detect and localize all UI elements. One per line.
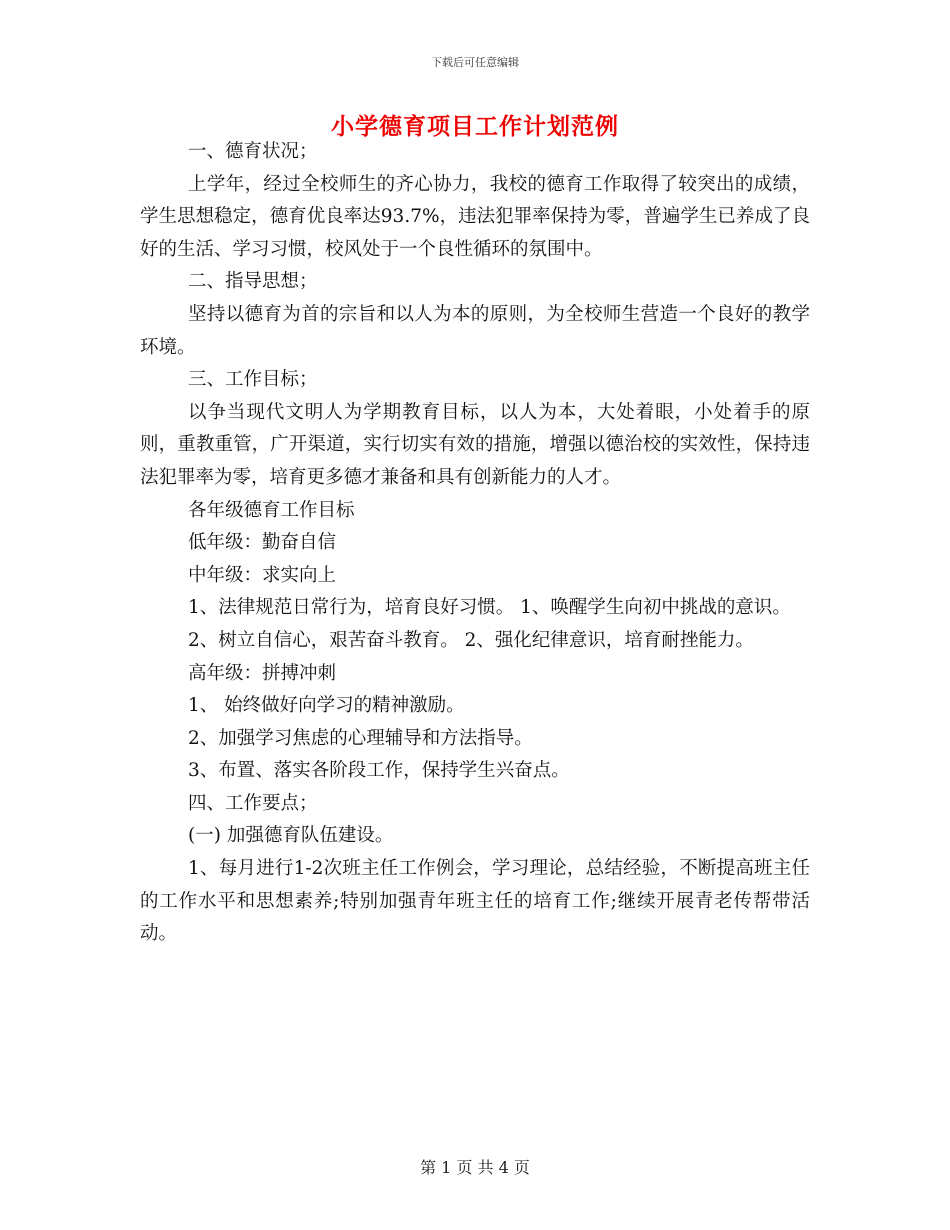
paragraph: 上学年，经过全校师生的齐心协力，我校的德育工作取得了较突出的成绩，学生思想稳定，德育优良率达93.7%，违法犯罪率保持为零，普遍学生已养成了良好的生活、学习习惯，校风处于一个良性循环的氛围中。 (140, 173, 810, 260)
paragraph-heading-1: 一、德育状况； (188, 141, 318, 162)
paragraph: 3、布置、落实各阶段工作，保持学生兴奋点。 (188, 760, 570, 782)
paragraph: 各年级德育工作目标 (188, 499, 355, 521)
paragraph: 1、法律规范日常行为，培育良好习惯。 1、唤醒学生向初中挑战的意识。 (188, 597, 791, 619)
paragraph: 以争当现代文明人为学期教育目标，以人为本，大处着眼，小处着手的原则，重教重管，广开渠道，实行切实有效的措施，增强以德治校的实效性，保持违法犯罪率为零，培育更多德才兼备和具有创新能力的人才。 (140, 401, 810, 488)
paragraph: 坚持以德育为首的宗旨和以人为本的原则，为全校师生营造一个良好的教学环境。 (140, 303, 810, 358)
paragraph: 低年级：勤奋自信 (188, 532, 337, 554)
page-footer: 第 1 页 共 4 页 (420, 1158, 530, 1177)
paragraph: 2、加强学习焦虑的心理辅导和方法指导。 (188, 727, 533, 749)
paragraph-heading-3: 三、工作目标； (188, 369, 318, 391)
paragraph: 2、树立自信心，艰苦奋斗教育。 2、强化纪律意识，培育耐挫能力。 (188, 629, 754, 651)
paragraph: (一) 加强德育队伍建设。 (188, 825, 394, 847)
document-title: 小学德育项目工作计划范例 (331, 113, 619, 140)
paragraph: 高年级：拼搏冲刺 (188, 662, 337, 684)
page-header: 下载后可任意编辑 (431, 56, 519, 69)
paragraph: 1、每月进行1-2次班主任工作例会，学习理论，总结经验，不断提高班主任的工作水平和思想素养;特别加强青年班主任的培育工作;继续开展青老传帮带活动。 (140, 858, 810, 945)
paragraph: 中年级：求实向上 (188, 564, 337, 586)
document-body (140, 136, 810, 951)
paragraph-heading-4: 四、工作要点； (188, 792, 318, 814)
paragraph-heading-2: 二、指导思想； (188, 271, 318, 293)
paragraph: 1、 始终做好向学习的精神激励。 (188, 695, 465, 717)
